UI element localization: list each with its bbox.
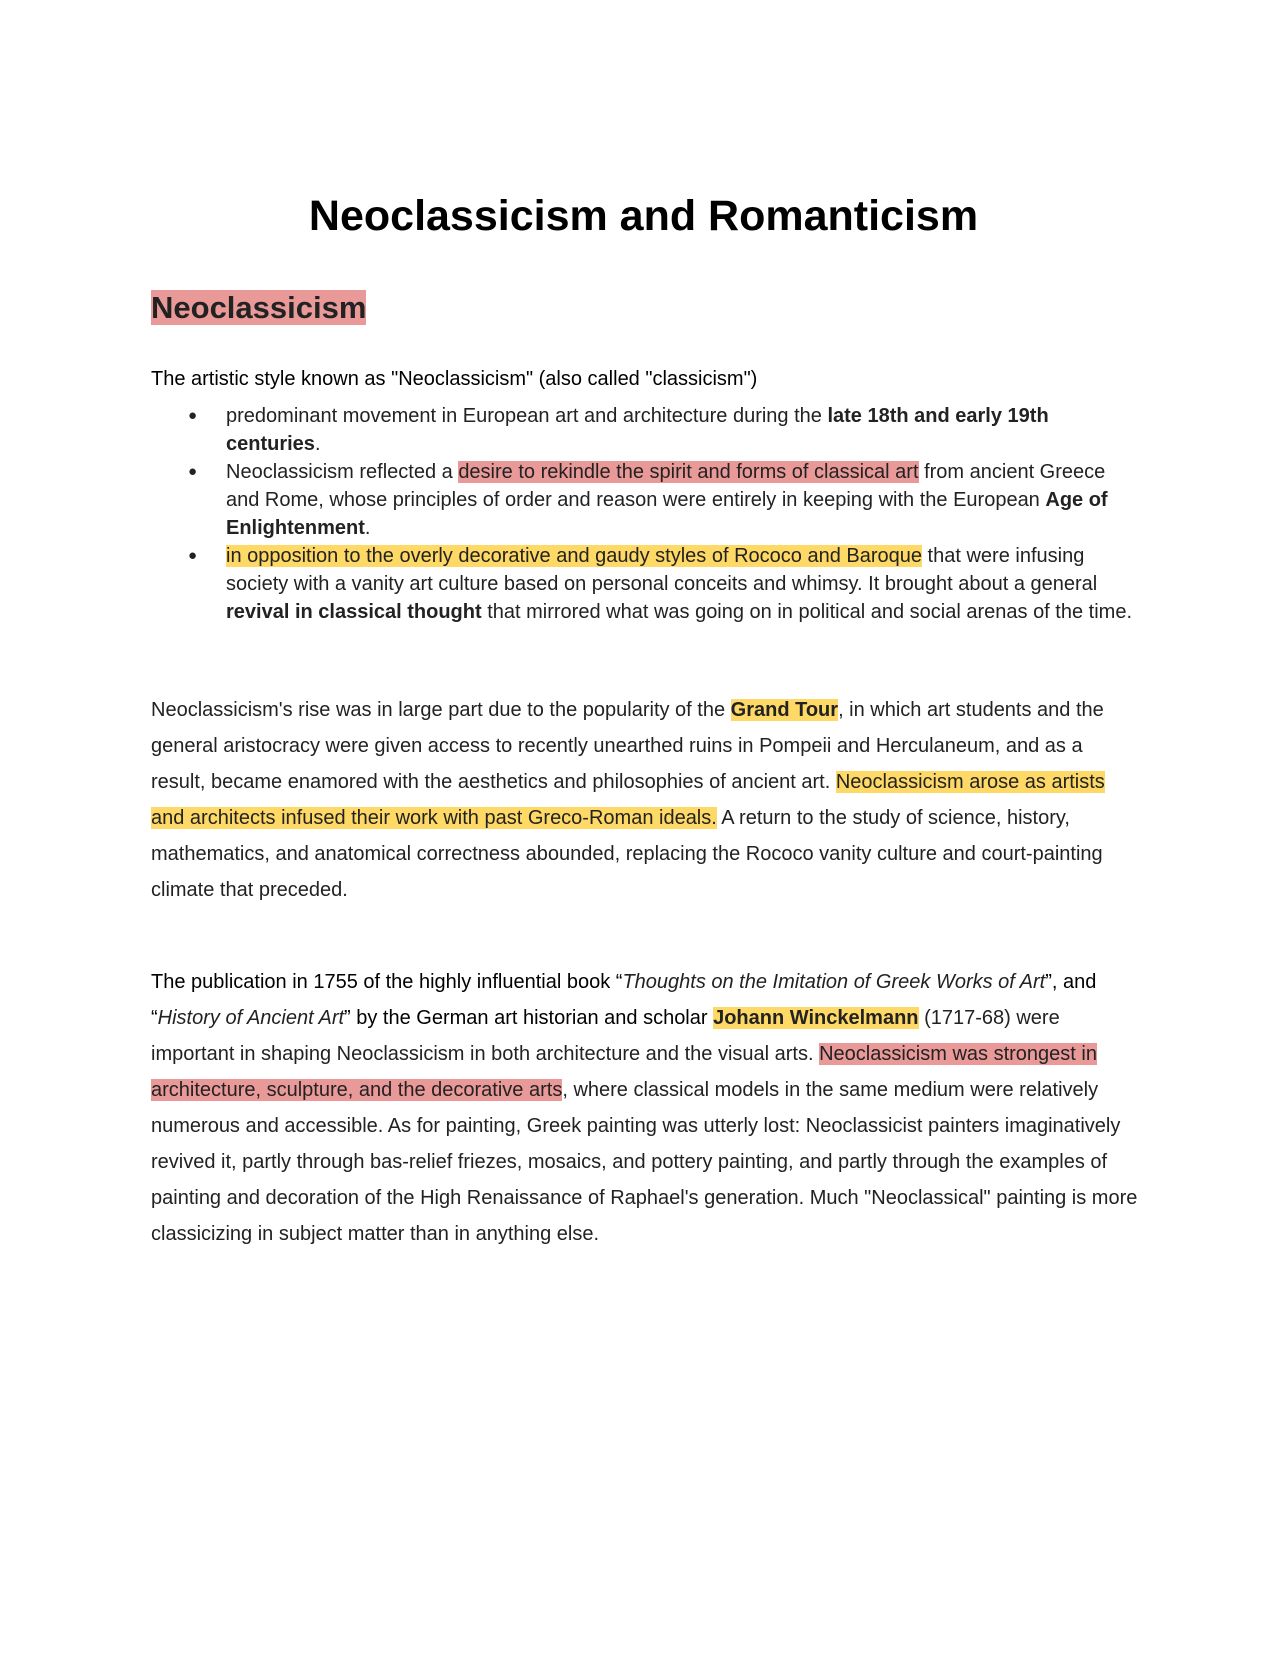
bullet-text: predominant movement in European art and architecture during the <box>226 405 828 427</box>
highlighted-text: Neoclassicism arose as artists and architects infused their work with past Greco-Roman ideals. <box>151 771 1105 829</box>
italic-text: History of Ancient Art <box>157 1007 345 1029</box>
bullet-item <box>151 542 1136 626</box>
paragraph-text: , in which art students and the general aristocracy were given access to recently unearthed ruins in Pompeii and Herculaneum, and as a result, became enamored with the aesthetics and philosophies of ancient art. <box>151 699 1104 793</box>
bullet-text: from ancient Greece and Rome, whose principles of order and reason were entirely in keeping with the European <box>226 461 1106 511</box>
bullet-item <box>151 402 1136 458</box>
paragraph-grand-tour <box>151 692 1141 908</box>
bold-text: late 18th and early 19th centuries <box>226 405 1049 455</box>
highlighted-bold-text: Johann Winckelmann <box>713 1007 919 1029</box>
bullet-dot-icon: ● <box>188 463 198 480</box>
highlighted-bold-text: Grand Tour <box>730 699 839 721</box>
section-heading-highlight: Neoclassicism <box>151 290 367 325</box>
paragraph-text: Neoclassicism's rise was in large part due to the popularity of the <box>151 699 731 721</box>
intro-line: The artistic style known as "Neoclassicism" (also called "classicism") <box>151 368 758 390</box>
document-title: Neoclassicism and Romanticism <box>308 192 979 240</box>
paragraph-text: A return to the study of science, history, mathematics, and anatomical correctness abounded, replacing the Rococo vanity culture and court-painting climate that preceded. <box>151 807 1103 901</box>
bullet-text: Neoclassicism reflected a <box>226 461 459 483</box>
paragraph-text: ” by the German art historian and scholar <box>344 1007 714 1029</box>
bullet-text: that mirrored what was going on in political and social arenas of the time. <box>481 601 1132 623</box>
highlighted-text: in opposition to the overly decorative and gaudy styles of Rococo and Baroque <box>226 545 922 567</box>
bold-text: Age of Enlightenment <box>226 489 1108 539</box>
paragraph-text: The publication in 1755 of the highly influential book “ <box>151 971 623 993</box>
paragraph-text: , where classical models in the same medium were relatively numerous and accessible. As for painting, Greek painting was utterly lost: Neoclassicist painters imaginatively revived it, partly through bas-relief friezes, mosaics, and pottery painting, and partly through the examples of painting and decoration of the High Renaissance of Raphael's generation. Much "Neoclassical" painting is more classicizing in subject matter than in anything else. <box>151 1079 1138 1245</box>
bullet-text: that were infusing society with a vanity art culture based on personal conceits and whimsy. It brought about a general <box>226 545 1098 595</box>
italic-text: Thoughts on the Imitation of Greek Works of Art <box>622 971 1046 993</box>
highlighted-text: desire to rekindle the spirit and forms of classical art <box>458 461 919 483</box>
paragraph-text: (1717-68) were important in shaping Neoclassicism in both architecture and the visual arts. <box>151 1007 1060 1065</box>
bullet-list <box>151 402 1136 626</box>
section-heading-neoclassicism <box>151 288 366 328</box>
bullet-text: . <box>364 517 371 539</box>
highlighted-text: Neoclassicism was strongest in architecture, sculpture, and the decorative arts <box>151 1043 1097 1101</box>
paragraph-text: ”, and “ <box>151 971 1097 1029</box>
bold-text: revival in classical thought <box>226 601 482 623</box>
bullet-dot-icon: ● <box>188 407 198 424</box>
bullet-item <box>151 458 1136 542</box>
bullet-text: . <box>314 433 321 455</box>
bullet-dot-icon: ● <box>188 547 198 564</box>
paragraph-winckelmann <box>151 964 1141 1252</box>
